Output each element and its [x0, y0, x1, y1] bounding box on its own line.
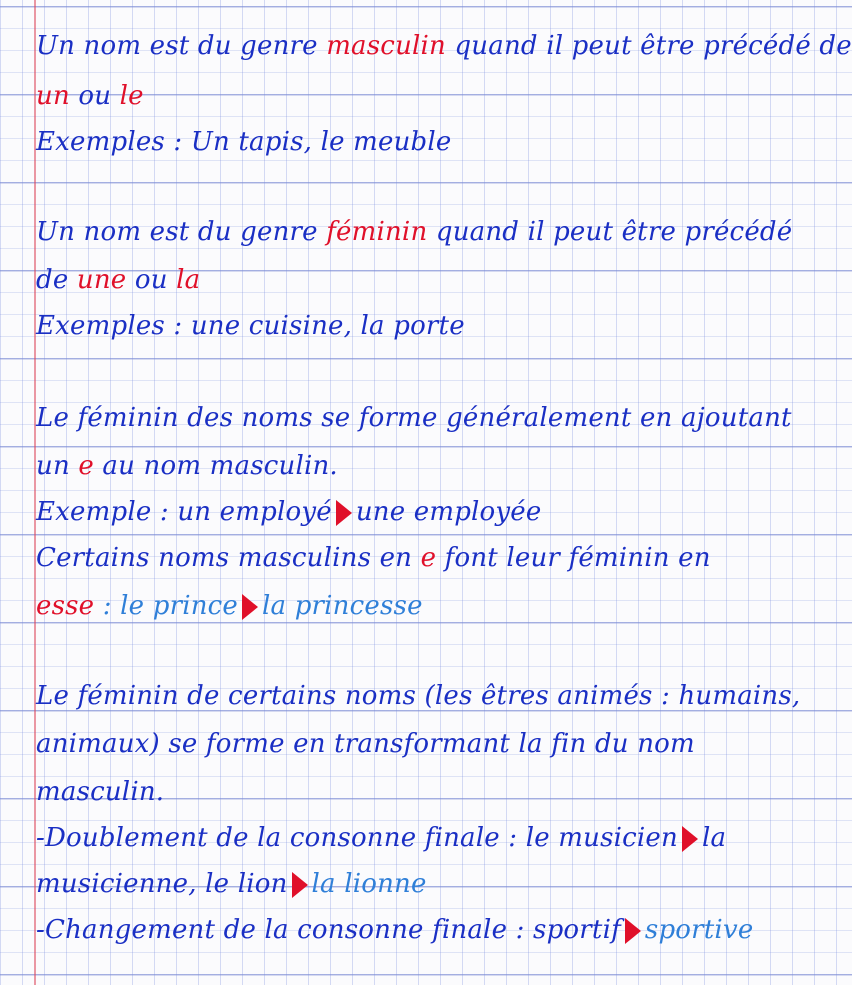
- text: ou: [69, 81, 120, 111]
- line-5: [36, 264, 794, 298]
- text: Un nom est du genre: [36, 31, 327, 61]
- red-triangle-arrow-icon: [292, 872, 308, 898]
- text: -Doublement de la consonne finale : le musicien: [36, 823, 678, 853]
- text: Le féminin de certains noms (les êtres animés : humains,: [36, 681, 801, 711]
- red-triangle-arrow-icon: [682, 826, 698, 852]
- line-14: [36, 776, 794, 810]
- text: musicienne: [36, 869, 189, 899]
- examples-masculin: Exemples : Un tapis, le meuble: [36, 127, 452, 157]
- text: Exemple : un employé: [36, 497, 332, 527]
- red-triangle-arrow-icon: [625, 918, 641, 944]
- text: la princesse: [262, 591, 423, 621]
- line-16: [36, 868, 794, 902]
- keyword-un: un: [36, 81, 70, 111]
- line-12: [36, 680, 801, 714]
- text: sportive: [644, 915, 754, 945]
- text: un: [36, 451, 79, 481]
- text: quand il peut être précédé de: [445, 31, 852, 61]
- line-17: [36, 914, 794, 948]
- text: : le prince: [94, 591, 239, 621]
- text: , le lion: [188, 869, 288, 899]
- text: Le féminin des noms se forme généralement en ajoutant: [36, 403, 792, 433]
- text: une employée: [355, 497, 542, 527]
- keyword-e: e: [78, 451, 94, 481]
- line-9: [36, 496, 794, 530]
- line-7: [36, 402, 794, 436]
- text: la: [701, 823, 727, 853]
- line-4: [36, 216, 794, 250]
- line-1: [36, 30, 852, 64]
- text: animaux) se forme en transformant la fin du nom: [36, 729, 695, 759]
- line-2: [36, 80, 794, 114]
- line-15: [36, 822, 794, 856]
- line-6: [36, 310, 794, 344]
- keyword-la: la: [176, 265, 201, 295]
- line-8: [36, 450, 794, 484]
- line-13: [36, 728, 794, 762]
- red-triangle-arrow-icon: [242, 594, 258, 620]
- text: ou: [126, 265, 177, 295]
- text: Certains noms masculins en: [36, 543, 421, 573]
- red-triangle-arrow-icon: [336, 500, 352, 526]
- keyword-feminin: féminin: [326, 217, 428, 247]
- line-3: [36, 126, 794, 160]
- keyword-masculin: masculin: [326, 31, 446, 61]
- examples-feminin: Exemples : une cuisine, la porte: [36, 311, 465, 341]
- text: de: [36, 265, 77, 295]
- keyword-le: le: [119, 81, 144, 111]
- text: quand il peut être précédé: [427, 217, 793, 247]
- keyword-esse: esse: [36, 591, 95, 621]
- keyword-e: e: [420, 543, 437, 573]
- text: font leur féminin en: [436, 543, 711, 573]
- keyword-une: une: [76, 265, 127, 295]
- text: Un nom est du genre: [36, 217, 327, 247]
- text: la lionne: [311, 869, 427, 899]
- text: au nom masculin.: [93, 451, 338, 481]
- text: -Changement de la consonne finale : sportif: [36, 915, 621, 945]
- text: masculin.: [36, 777, 165, 807]
- line-10: [36, 542, 794, 576]
- line-11: [36, 590, 794, 624]
